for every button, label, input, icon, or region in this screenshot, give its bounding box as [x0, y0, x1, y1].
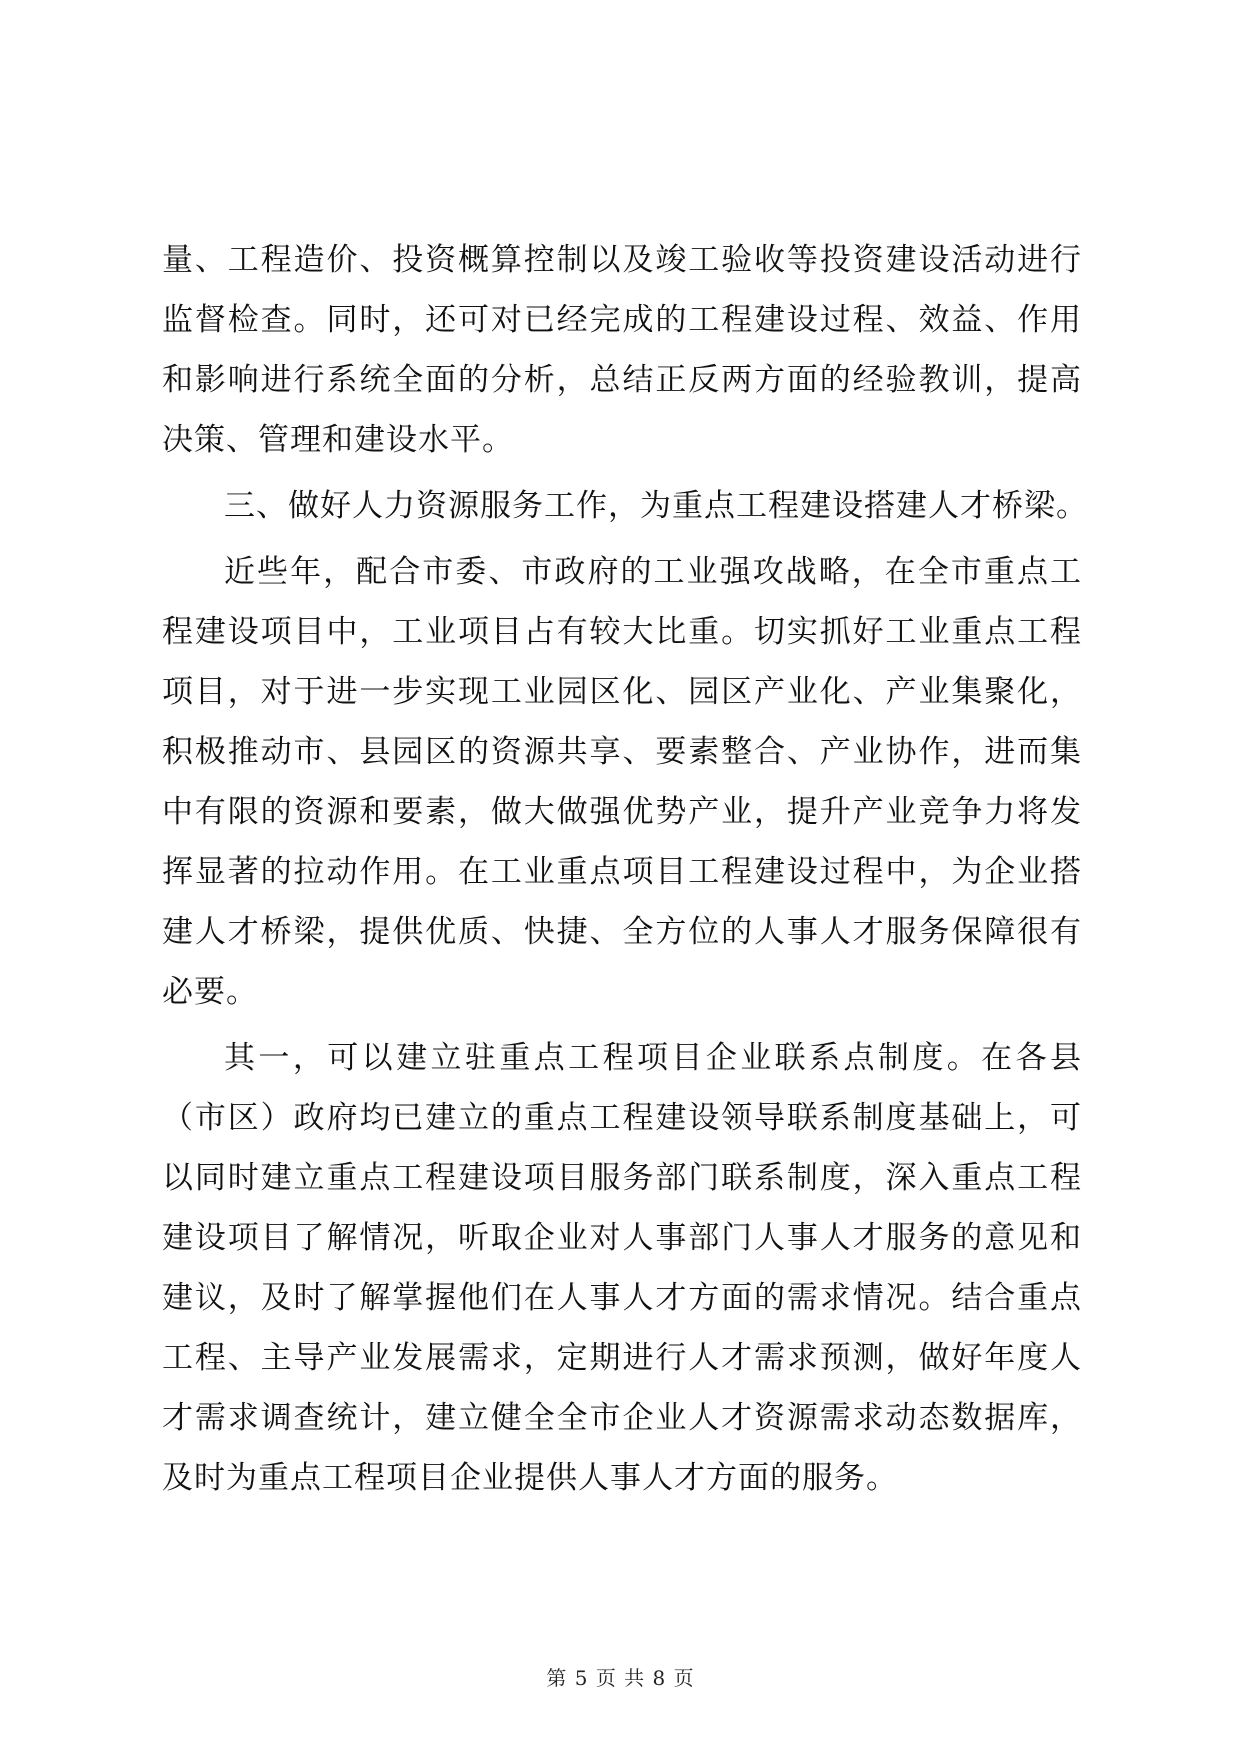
text-line: 中有限的资源和要素，做大做强优势产业，提升产业竞争力将发: [162, 794, 1082, 830]
text-line: （市区）政府均已建立的重点工程建设领导联系制度基础上，可: [162, 1100, 1082, 1136]
text-line: 近些年，配合市委、市政府的工业强攻战略，在全市重点工: [224, 554, 1082, 590]
text-line: 及时为重点工程项目企业提供人事人才方面的服务。: [162, 1460, 898, 1496]
text-line: 监督检查。同时，还可对已经完成的工程建设过程、效益、作用: [162, 302, 1082, 338]
text-line: 建议，及时了解掌握他们在人事人才方面的需求情况。结合重点: [162, 1280, 1082, 1316]
text-line: 必要。: [162, 974, 258, 1010]
text-line: 三、做好人力资源服务工作，为重点工程建设搭建人才桥梁。: [224, 488, 1088, 524]
text-line: 建设项目了解情况，听取企业对人事部门人事人才服务的意见和: [162, 1220, 1082, 1256]
text-line: 量、工程造价、投资概算控制以及竣工验收等投资建设活动进行: [162, 242, 1082, 278]
page-number-footer: 第 5 页 共 8 页: [546, 1666, 695, 1690]
text-line: 程建设项目中，工业项目占有较大比重。切实抓好工业重点工程: [162, 614, 1082, 650]
paragraph: [162, 230, 1082, 470]
paragraph: [162, 1028, 1082, 1508]
text-line: 工程、主导产业发展需求，定期进行人才需求预测，做好年度人: [162, 1340, 1082, 1376]
paragraph: [162, 542, 1082, 1022]
text-line: 和影响进行系统全面的分析，总结正反两方面的经验教训，提高: [162, 362, 1082, 398]
text-line: 挥显著的拉动作用。在工业重点项目工程建设过程中，为企业搭: [162, 854, 1082, 890]
text-line: 其一，可以建立驻重点工程项目企业联系点制度。在各县: [224, 1040, 1082, 1076]
section-heading: [162, 476, 1088, 536]
text-line: 项目，对于进一步实现工业园区化、园区产业化、产业集聚化，: [162, 674, 1082, 710]
text-line: 建人才桥梁，提供优质、快捷、全方位的人事人才服务保障很有: [162, 914, 1082, 950]
document-body: [162, 230, 1088, 1508]
text-line: 决策、管理和建设水平。: [162, 422, 514, 458]
text-line: 以同时建立重点工程建设项目服务部门联系制度，深入重点工程: [162, 1160, 1082, 1196]
text-line: 才需求调查统计，建立健全全市企业人才资源需求动态数据库，: [162, 1400, 1082, 1436]
text-line: 积极推动市、县园区的资源共享、要素整合、产业协作，进而集: [162, 734, 1082, 770]
